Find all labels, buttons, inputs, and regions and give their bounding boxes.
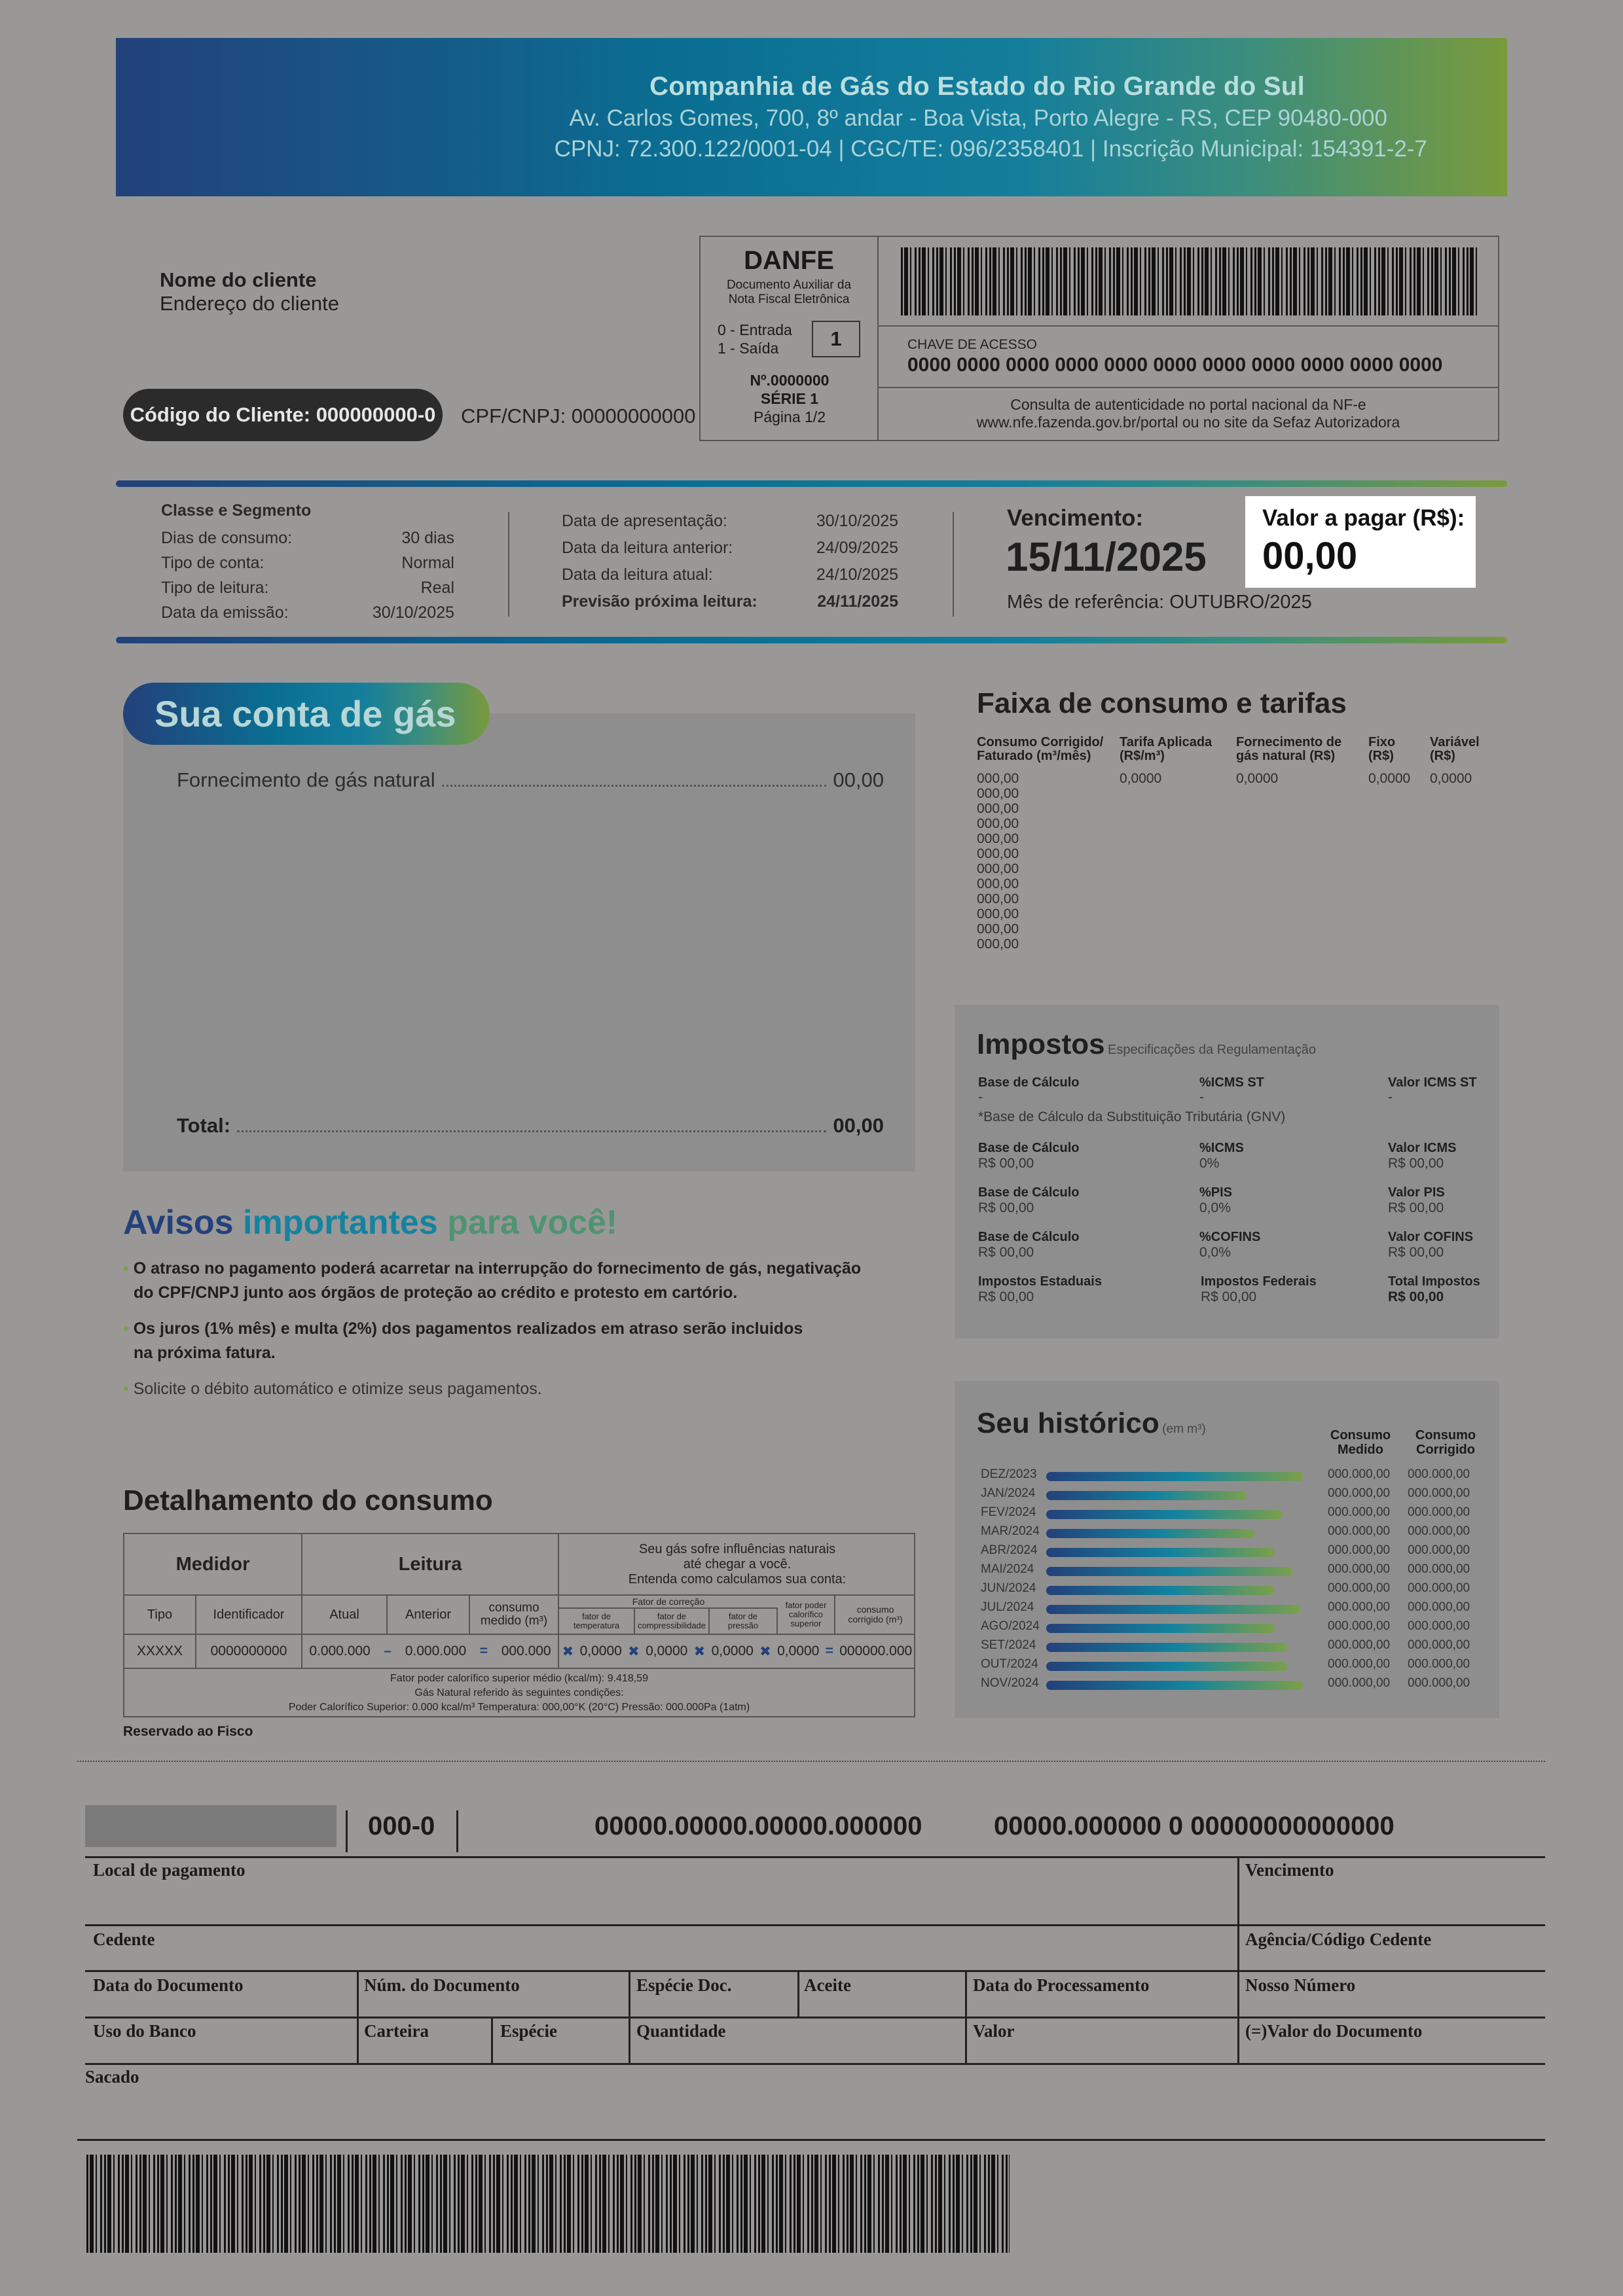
info-col1	[161, 529, 454, 628]
fornecimento-label: Fornecimento de gás natural	[177, 768, 435, 791]
boleto-barcode	[86, 2155, 1010, 2253]
dias-consumo-label: Dias de consumo:	[161, 529, 293, 547]
hist-row	[981, 1676, 1491, 1695]
impostos-subtitle: Especificações da Regulamentação	[1108, 1043, 1316, 1057]
hist-bar	[1046, 1662, 1287, 1671]
fator-values: ✖ 0,0000 ✖ 0,0000 ✖ 0,0000 ✖ 0,0000 = 000000.000	[559, 1635, 915, 1669]
valor-label: Valor a pagar (R$):	[1262, 505, 1465, 531]
reservado-fisco: Reservado ao Fisco	[123, 1724, 253, 1739]
hist-month: OUT/2024	[981, 1657, 1038, 1671]
hist-medido-value: 000.000,00	[1328, 1543, 1391, 1557]
faixa-fornecimento: 0,0000	[1236, 771, 1279, 786]
valor-icms-label: Valor ICMS	[1388, 1141, 1457, 1155]
leitura-anterior-label: Data da leitura anterior:	[562, 539, 733, 557]
hist-corrigido-value: 000.000,00	[1408, 1600, 1470, 1614]
tipo-value: XXXXX	[124, 1635, 196, 1669]
total-row	[177, 1114, 884, 1138]
hist-bar	[1046, 1586, 1275, 1595]
leitura-anterior-value: 24/09/2025	[816, 539, 898, 557]
faixa-consumo-col: 000,00 000,00 000,00 000,00 000,00 000,00 000,00 000,00 000,00 000,00 000,00 000,00	[977, 771, 1019, 952]
hist-medido-value: 000.000,00	[1328, 1467, 1391, 1481]
total-impostos-label: Total Impostos	[1388, 1274, 1480, 1289]
sacado-label: Sacado	[85, 2067, 139, 2087]
hist-bar	[1046, 1624, 1275, 1633]
hist-corrigido-value: 000.000,00	[1408, 1676, 1470, 1690]
faixa-tarifa: 0,0000	[1120, 771, 1162, 786]
tipo-leitura-label: Tipo de leitura:	[161, 579, 269, 597]
uso-banco-label: Uso do Banco	[93, 2021, 196, 2041]
client-address: Endereço do cliente	[160, 292, 340, 315]
vencimento-date: 15/11/2025	[1006, 535, 1207, 580]
linha-digitavel-1: 00000.00000.00000.000000	[594, 1812, 922, 1840]
hist-month: JUL/2024	[981, 1600, 1034, 1614]
bank-code: 000-0	[368, 1812, 435, 1840]
agencia-label: Agência/Código Cedente	[1245, 1929, 1432, 1949]
hist-month: ABR/2024	[981, 1543, 1038, 1557]
hist-bar	[1046, 1529, 1254, 1538]
bc-cofins-value: R$ 00,00	[978, 1245, 1034, 1260]
company-ids: CPNJ: 72.300.122/0001-04 | CGC/TE: 096/2358401 | Inscrição Municipal: 154391-2-7	[554, 136, 1427, 162]
historico-title: Seu histórico	[977, 1407, 1159, 1439]
vencimento-boleto-label: Vencimento	[1245, 1860, 1334, 1880]
especie-doc-label: Espécie Doc.	[636, 1975, 732, 1995]
carteira-label: Carteira	[364, 2021, 429, 2041]
hist-corrigido-value: 000.000,00	[1408, 1581, 1470, 1595]
hist-corrigido-value: 000.000,00	[1408, 1524, 1470, 1538]
chave-acesso: 0000 0000 0000 0000 0000 0000 0000 0000 0000 0000 0000	[907, 354, 1443, 376]
data-apresentacao-label: Data de apresentação:	[562, 512, 727, 530]
info-col2	[562, 512, 898, 619]
bc-icms-value: R$ 00,00	[978, 1156, 1034, 1171]
hist-row	[981, 1619, 1491, 1638]
leitura-values: 0.000.000 – 0.000.000 = 000.000	[302, 1635, 559, 1669]
consulta-line2[interactable]: www.nfe.fazenda.gov.br/portal ou no site da Sefaz Autorizadora	[976, 414, 1400, 431]
hist-medido-value: 000.000,00	[1328, 1562, 1391, 1576]
tipo-conta-value: Normal	[401, 554, 454, 572]
tipo-col: Tipo	[124, 1596, 196, 1635]
hist-row	[981, 1524, 1491, 1543]
hist-month: SET/2024	[981, 1638, 1036, 1652]
hist-bar	[1046, 1567, 1292, 1576]
gnv-note: *Base de Cálculo da Substituição Tributária (GNV)	[978, 1109, 1286, 1124]
data-documento-label: Data do Documento	[93, 1975, 244, 1995]
medidor-header: Medidor	[124, 1534, 302, 1596]
ident-col: Identificador	[196, 1596, 302, 1635]
local-pagamento-label: Local de pagamento	[93, 1860, 246, 1880]
danfe-sub1: Documento Auxiliar da	[726, 278, 852, 292]
valor-icms-value: R$ 00,00	[1388, 1156, 1444, 1171]
fornecimento-value: 00,00	[833, 768, 884, 791]
hist-medido-value: 000.000,00	[1328, 1638, 1391, 1652]
faixa-fixo: 0,0000	[1368, 771, 1411, 786]
data-processamento-label: Data do Processamento	[973, 1975, 1150, 1995]
hist-month: JAN/2024	[981, 1486, 1036, 1500]
historico-panel	[955, 1381, 1499, 1718]
hist-corrigido-value: 000.000,00	[1408, 1619, 1470, 1633]
nosso-numero-label: Nosso Número	[1245, 1975, 1356, 1995]
client-cpf: CPF/CNPJ: 00000000000	[461, 404, 696, 427]
icms-st-label: %ICMS ST	[1199, 1075, 1264, 1090]
quantidade-label: Quantidade	[636, 2021, 726, 2041]
hist-bar	[1046, 1681, 1303, 1690]
hist-medido-value: 000.000,00	[1328, 1600, 1391, 1614]
data-emissao-label: Data da emissão:	[161, 603, 289, 622]
company-address: Av. Carlos Gomes, 700, 8º andar - Boa Vista, Porto Alegre - RS, CEP 90480-000	[569, 105, 1387, 131]
valor-pis-label: Valor PIS	[1388, 1185, 1445, 1200]
faixa-variavel: 0,0000	[1430, 771, 1472, 786]
total-impostos-value: R$ 00,00	[1388, 1289, 1444, 1304]
mes-referencia: Mês de referência: OUTUBRO/2025	[1007, 592, 1312, 613]
pis-label: %PIS	[1199, 1185, 1233, 1200]
detalhamento-footer: Fator poder calorífico superior médio (kcal/m): 9.418,59 Gás Natural referido às seguintes condições: Poder Calorífico Superior: 0.000 kcal/m³ Temperatura: 000,00°K (20°C) Pressão: 000.000Pa (1atm)	[288, 1673, 750, 1713]
hist-corrigido-value: 000.000,00	[1408, 1505, 1470, 1519]
danfe-box	[699, 236, 1499, 441]
danfe-entrada: 0 - Entrada	[718, 321, 792, 338]
hist-col-corrigido: Consumo Corrigido	[1415, 1428, 1476, 1457]
consulta-line1: Consulta de autenticidade no portal nacional da NF-e	[1010, 396, 1366, 413]
valor-icms-st-value: -	[1388, 1090, 1393, 1105]
hist-col-medido: Consumo Medido	[1330, 1428, 1391, 1457]
dias-consumo-value: 30 dias	[401, 529, 454, 547]
fornecimento-row	[177, 768, 884, 792]
atual-col: Atual	[302, 1596, 388, 1635]
hist-bar	[1046, 1643, 1287, 1652]
sep1	[508, 512, 509, 617]
hist-row	[981, 1562, 1491, 1581]
hist-corrigido-value: 000.000,00	[1408, 1486, 1470, 1500]
consumo-medido-col: consumo medido (m³)	[470, 1596, 559, 1635]
historico-unit: (em m³)	[1162, 1422, 1206, 1436]
hist-corrigido-value: 000.000,00	[1408, 1657, 1470, 1671]
hist-medido-value: 000.000,00	[1328, 1581, 1391, 1595]
valor-box	[1245, 496, 1476, 588]
danfe-serie: SÉRIE 1	[760, 390, 819, 407]
aceite-label: Aceite	[804, 1975, 851, 1995]
valor-pis-value: R$ 00,00	[1388, 1200, 1444, 1215]
hist-corrigido-value: 000.000,00	[1408, 1638, 1470, 1652]
anterior-col: Anterior	[388, 1596, 470, 1635]
divider-bottom	[116, 637, 1507, 643]
impostos-estaduais-label: Impostos Estaduais	[978, 1274, 1102, 1289]
hist-row	[981, 1467, 1491, 1486]
danfe-title: DANFE	[744, 246, 834, 275]
detalhamento-title: Detalhamento do consumo	[123, 1484, 493, 1516]
fator-correcao-header: Fator de correção	[559, 1596, 778, 1609]
hist-row	[981, 1505, 1491, 1524]
bank-logo-placeholder	[85, 1805, 337, 1847]
danfe-tipo: 1	[812, 321, 860, 357]
cut-line	[77, 1761, 1545, 1762]
bc-st-label: Base de Cálculo	[978, 1075, 1080, 1090]
avisos-list: • O atraso no pagamento poderá acarretar na interrupção do fornecimento de gás, negativação do CPF/CNPJ junto aos órgãos de proteção ao crédito e protesto em cartório. • Os juros (1% mês) e multa (2%) dos pagamentos realizados em atraso serão incluidos na próxima fatura. • Solicite o débito automático e otimize seus pagamentos.	[123, 1259, 862, 1398]
chave-label: CHAVE DE ACESSO	[907, 337, 1038, 352]
data-emissao-value: 30/10/2025	[372, 603, 454, 622]
hist-corrigido-value: 000.000,00	[1408, 1543, 1470, 1557]
danfe-pagina: Página 1/2	[754, 408, 826, 425]
valor-icms-st-label: Valor ICMS ST	[1388, 1075, 1477, 1090]
client-name: Nome do cliente	[160, 268, 317, 291]
hist-month: DEZ/2023	[981, 1467, 1037, 1481]
tipo-conta-label: Tipo de conta:	[161, 554, 264, 572]
hist-bar	[1046, 1605, 1300, 1614]
impostos-panel	[955, 1005, 1499, 1338]
sep2	[953, 512, 954, 617]
hist-medido-value: 000.000,00	[1328, 1505, 1391, 1519]
consumo-corrigido-col: consumo corrigido (m³)	[835, 1596, 915, 1635]
info-header: Seu gás sofre influências naturais até chegar a você. Entenda como calculamos sua conta:	[559, 1534, 915, 1596]
linha-digitavel-2: 00000.000000 0 00000000000000	[994, 1812, 1395, 1840]
hist-row	[981, 1486, 1491, 1505]
hist-bar	[1046, 1510, 1283, 1519]
vencimento-label: Vencimento:	[1007, 505, 1144, 531]
client-code-badge: Código do Cliente: 000000000-0	[123, 389, 443, 441]
bc-pis-value: R$ 00,00	[978, 1200, 1034, 1215]
num-documento-label: Núm. do Documento	[364, 1975, 520, 1995]
hist-month: MAR/2024	[981, 1524, 1040, 1538]
fator-temp-col: fator de temperatura	[559, 1609, 635, 1635]
bc-icms-label: Base de Cálculo	[978, 1141, 1080, 1155]
tipo-leitura-value: Real	[420, 579, 454, 597]
danfe-saida: 1 - Saída	[718, 340, 779, 357]
hist-month: NOV/2024	[981, 1676, 1039, 1690]
total-value: 00,00	[833, 1114, 884, 1137]
total-label: Total:	[177, 1114, 231, 1137]
leitura-atual-label: Data da leitura atual:	[562, 565, 713, 584]
danfe-numero: Nº.0000000	[750, 372, 830, 389]
company-header	[116, 38, 1507, 196]
divider-top	[116, 480, 1507, 487]
cofins-value: 0,0%	[1199, 1245, 1231, 1260]
impostos-federais-label: Impostos Federais	[1201, 1274, 1317, 1289]
hist-month: FEV/2024	[981, 1505, 1036, 1519]
valor-cofins-value: R$ 00,00	[1388, 1245, 1444, 1260]
hist-row	[981, 1600, 1491, 1619]
hist-bar	[1046, 1472, 1303, 1481]
hist-medido-value: 000.000,00	[1328, 1486, 1391, 1500]
danfe-barcode	[901, 247, 1477, 315]
company-name: Companhia de Gás do Estado do Rio Grande do Sul	[649, 72, 1305, 101]
icms-label: %ICMS	[1199, 1141, 1244, 1155]
valor-cofins-label: Valor COFINS	[1388, 1230, 1474, 1244]
bc-cofins-label: Base de Cálculo	[978, 1230, 1080, 1244]
hist-medido-value: 000.000,00	[1328, 1524, 1391, 1538]
hist-month: MAI/2024	[981, 1562, 1034, 1576]
danfe-info	[701, 237, 879, 440]
hist-bar	[1046, 1491, 1247, 1500]
avisos-title: Avisos importantes para você!	[123, 1204, 618, 1242]
valor-boleto-label: Valor	[973, 2021, 1015, 2041]
hist-corrigido-value: 000.000,00	[1408, 1562, 1470, 1576]
leitura-header: Leitura	[302, 1534, 559, 1596]
hist-month: JUN/2024	[981, 1581, 1036, 1595]
previsao-leitura-label: Previsão próxima leitura:	[562, 592, 757, 611]
ident-value: 0000000000	[196, 1635, 302, 1669]
hist-row	[981, 1657, 1491, 1676]
previsao-leitura-value: 24/11/2025	[817, 592, 898, 611]
cedente-label: Cedente	[93, 1929, 155, 1949]
icms-st-value: -	[1199, 1090, 1204, 1105]
hist-medido-value: 000.000,00	[1328, 1619, 1391, 1633]
especie-label: Espécie	[500, 2021, 557, 2041]
cofins-label: %COFINS	[1199, 1230, 1261, 1244]
hist-row	[981, 1581, 1491, 1600]
danfe-sub2: Nota Fiscal Eletrônica	[728, 293, 850, 306]
conta-panel	[123, 713, 915, 1172]
detalhamento-table	[123, 1533, 915, 1717]
bc-pis-label: Base de Cálculo	[978, 1185, 1080, 1200]
leitura-atual-value: 24/10/2025	[816, 565, 898, 584]
impostos-federais-value: R$ 00,00	[1201, 1289, 1257, 1304]
fator-compress-col: fator de compressibilidade	[635, 1609, 710, 1635]
hist-medido-value: 000.000,00	[1328, 1676, 1391, 1690]
valor-documento-label: (=)Valor do Documento	[1245, 2021, 1423, 2041]
hist-medido-value: 000.000,00	[1328, 1657, 1391, 1671]
hist-corrigido-value: 000.000,00	[1408, 1467, 1470, 1481]
valor-pagar: 00,00	[1262, 535, 1358, 577]
faixa-title: Faixa de consumo e tarifas	[977, 687, 1347, 719]
data-apresentacao-value: 30/10/2025	[816, 512, 898, 530]
fator-pcs-col: fator poder calorífico superior	[778, 1596, 835, 1635]
pis-value: 0,0%	[1199, 1200, 1231, 1215]
impostos-estaduais-value: R$ 00,00	[978, 1289, 1034, 1304]
impostos-title: Impostos	[977, 1028, 1105, 1060]
conta-tab: Sua conta de gás	[123, 683, 490, 745]
fator-pressao-col: fator de pressão	[710, 1609, 778, 1635]
bc-st-value: -	[978, 1090, 983, 1105]
hist-bar	[1046, 1548, 1275, 1557]
hist-row	[981, 1638, 1491, 1657]
hist-month: AGO/2024	[981, 1619, 1040, 1633]
classe-segmento: Classe e Segmento	[161, 501, 312, 520]
icms-value: 0%	[1199, 1156, 1220, 1171]
hist-row	[981, 1543, 1491, 1562]
